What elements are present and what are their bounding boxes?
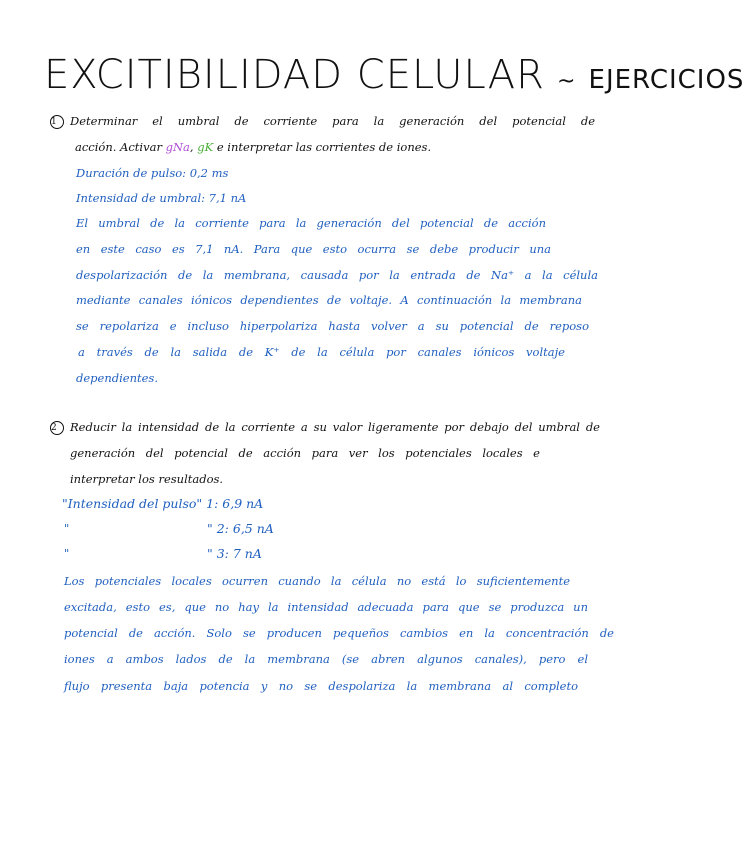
title-separator: ~ bbox=[557, 69, 577, 94]
exercise2-prompt-line3: interpretar los resultados. bbox=[70, 472, 224, 486]
pulse-intensity-2: " 2: 6,5 nA bbox=[207, 521, 274, 536]
exercise1-prompt-line1: 1 Determinar el umbral de corriente para la generación del potencial de bbox=[51, 114, 595, 128]
exercise2-prompt-line2: generación del potencial de acción para ver los potenciales locales e bbox=[70, 446, 540, 460]
title-main: EXCITIBILIDAD CELULAR bbox=[44, 52, 545, 98]
exercise1-answer-line: en este caso es 7,1 nA. Para que esto ocurra se debe producir una bbox=[76, 242, 551, 256]
pulse-intensity-3: " 3: 7 nA bbox=[207, 546, 262, 561]
exercise2-answer-line: iones a ambos lados de la membrana (se abren algunos canales), pero el bbox=[64, 652, 588, 666]
gna-label: gNa bbox=[165, 140, 190, 154]
duration-label: Duración de pulso: 0,2 ms bbox=[76, 166, 229, 180]
exercise2-answer-line: potencial de acción. Solo se producen pequeños cambios en la concentración de bbox=[64, 626, 614, 640]
title-sub: EJERCICIOS bbox=[588, 65, 744, 95]
pulse-intensity-1: "Intensidad del pulso" 1: 6,9 nA bbox=[62, 496, 264, 511]
exercise1-answer-line: a través de la salida de K⁺ de la célula por canales iónicos voltaje bbox=[78, 345, 565, 359]
exercise1-answer-line: dependientes. bbox=[76, 371, 158, 385]
pulse-ditto-mark: " bbox=[64, 546, 70, 560]
exercise2-answer-line: flujo presenta baja potencia y no se despolariza la membrana al completo bbox=[64, 679, 578, 693]
exercise2-answer-line: Los potenciales locales ocurren cuando la célula no está lo suficientemente bbox=[64, 574, 570, 588]
exercise1-answer-line: se repolariza e incluso hiperpolariza hasta volver a su potencial de reposo bbox=[76, 319, 589, 333]
exercise1-prompt-line2: acción. Activar gNa, gK e interpretar las corrientes de iones. bbox=[75, 140, 432, 154]
exercise1-answer-line: El umbral de la corriente para la generación del potencial de acción bbox=[76, 216, 546, 230]
exercise2-number: 2 bbox=[50, 421, 64, 435]
page-title bbox=[44, 52, 744, 98]
exercise2-prompt-line1: 2 Reducir la intensidad de la corriente a su valor ligeramente por debajo del umbral de bbox=[51, 420, 600, 434]
exercise1-answer-line: mediante canales iónicos dependientes de voltaje. A continuación la membrana bbox=[76, 293, 582, 307]
gk-label: gK bbox=[197, 140, 214, 154]
exercise2-answer-line: excitada, esto es, que no hay la intensidad adecuada para que se produzca un bbox=[64, 600, 588, 614]
pulse-ditto-mark: " bbox=[64, 521, 70, 535]
threshold-label: Intensidad de umbral: 7,1 nA bbox=[76, 191, 247, 205]
exercise1-answer-line: despolarización de la membrana, causada por la entrada de Na⁺ a la célula bbox=[76, 268, 598, 282]
exercise1-number: 1 bbox=[50, 115, 64, 129]
